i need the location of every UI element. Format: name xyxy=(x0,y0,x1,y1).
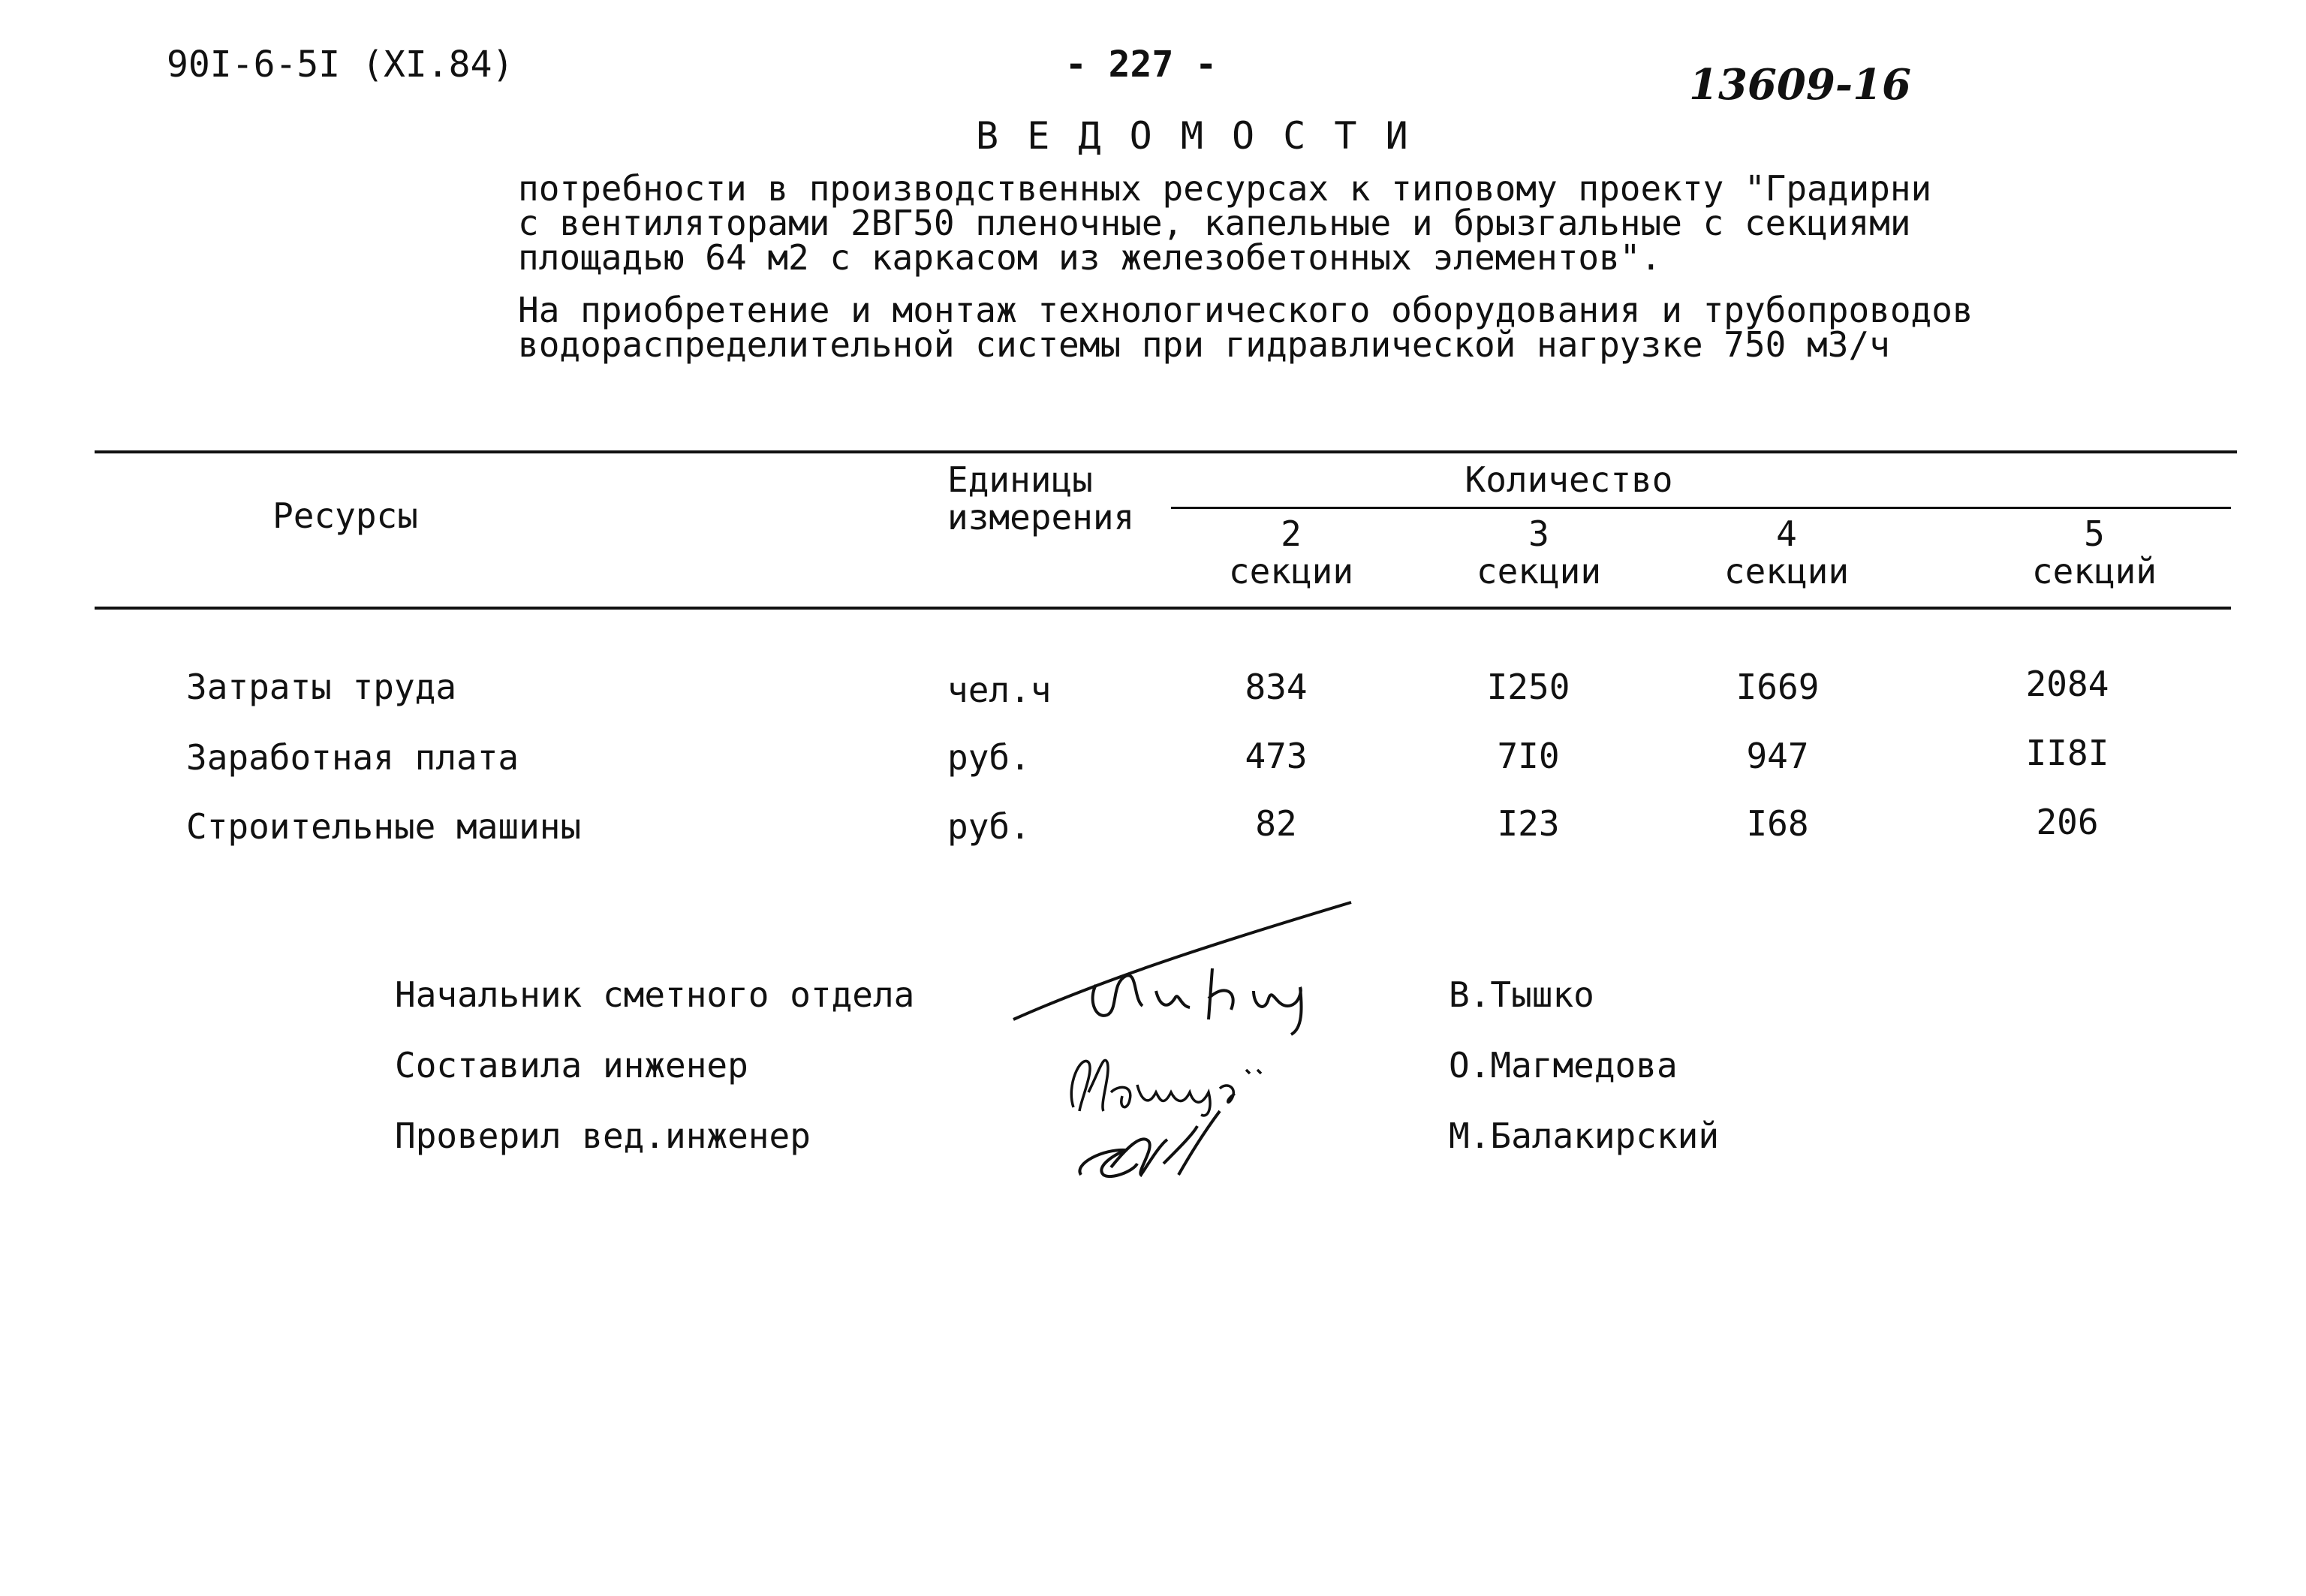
value-4-sections: I68 xyxy=(1746,803,1809,844)
section-header-5-number: 5 xyxy=(2084,513,2105,554)
column-header-units-line-2: измерения xyxy=(947,497,1135,538)
archive-number: 13609-16 xyxy=(1689,60,1911,110)
resource-name: Затраты труда xyxy=(186,667,457,707)
resource-name: Заработная плата xyxy=(186,737,519,778)
resource-unit: руб. xyxy=(947,737,1031,778)
purpose-line-2: водораспределительной системы при гидравлической нагрузке 750 м3/ч xyxy=(518,324,1890,365)
signature-name-head: В.Тышко xyxy=(1449,974,1594,1015)
signature-name-compiler: О.Магмедова xyxy=(1449,1045,1678,1086)
section-header-4-number: 4 xyxy=(1776,513,1797,554)
column-header-resources: Ресурсы xyxy=(272,495,418,536)
signature-name-checker: М.Балакирский xyxy=(1449,1116,1720,1156)
value-5-sections: 206 xyxy=(2036,802,2099,842)
document-code: 90I-6-5I (XI.84) xyxy=(167,44,514,86)
quantity-subrule xyxy=(1171,507,2231,509)
signature-role-head: Начальник сметного отдела xyxy=(395,974,915,1015)
signature-head-scribble xyxy=(1006,886,1366,1036)
intro-line-1: потребности в производственных ресурсах к типовому проекту "Градирни xyxy=(518,168,1932,209)
column-header-quantity: Количество xyxy=(1465,459,1673,500)
resource-name: Строительные машины xyxy=(186,806,582,847)
signature-role-checker: Проверил вед.инженер xyxy=(395,1116,811,1156)
intro-line-3: площадью 64 м2 с каркасом из железобетонных элементов". xyxy=(518,237,1662,278)
value-5-sections: II8I xyxy=(2025,733,2109,773)
signature-checker-scribble xyxy=(1066,1104,1231,1186)
column-header-units-line-1: Единицы xyxy=(947,459,1093,500)
section-header-4 xyxy=(1681,515,1892,590)
value-3-sections: 7I0 xyxy=(1497,736,1560,776)
signature-role-compiler: Составила инженер xyxy=(395,1045,748,1086)
section-header-5-label: секций xyxy=(2031,551,2157,592)
intro-line-2: с вентиляторами 2ВГ50 пленочные, капельные и брызгальные с секциями xyxy=(518,203,1911,243)
column-header-units xyxy=(947,461,1134,536)
table-header-bottom-rule xyxy=(95,607,2231,610)
purpose-line-1: На приобретение и монтаж технологического оборудования и трубопроводов xyxy=(518,290,1973,330)
section-header-4-label: секции xyxy=(1723,551,1850,592)
section-header-3 xyxy=(1434,515,1644,590)
page-number: - 227 - xyxy=(1064,44,1218,86)
section-header-5 xyxy=(1989,515,2199,590)
section-header-3-number: 3 xyxy=(1528,513,1549,554)
resource-unit: чел.ч xyxy=(947,670,1052,710)
section-header-3-label: секции xyxy=(1476,551,1602,592)
resource-unit: руб. xyxy=(947,806,1031,847)
value-5-sections: 2084 xyxy=(2025,664,2109,704)
section-header-2-number: 2 xyxy=(1281,513,1302,554)
section-header-2 xyxy=(1186,515,1396,590)
value-2-sections: 834 xyxy=(1245,667,1308,707)
value-4-sections: 947 xyxy=(1746,736,1809,776)
value-3-sections: I23 xyxy=(1497,803,1560,844)
value-4-sections: I669 xyxy=(1736,667,1820,707)
value-2-sections: 82 xyxy=(1255,803,1297,844)
section-header-2-label: секции xyxy=(1228,551,1354,592)
document-title: В Е Д О М О С Т И xyxy=(976,114,1411,158)
value-3-sections: I250 xyxy=(1486,667,1570,707)
value-2-sections: 473 xyxy=(1245,736,1308,776)
table-top-rule xyxy=(95,450,2237,453)
